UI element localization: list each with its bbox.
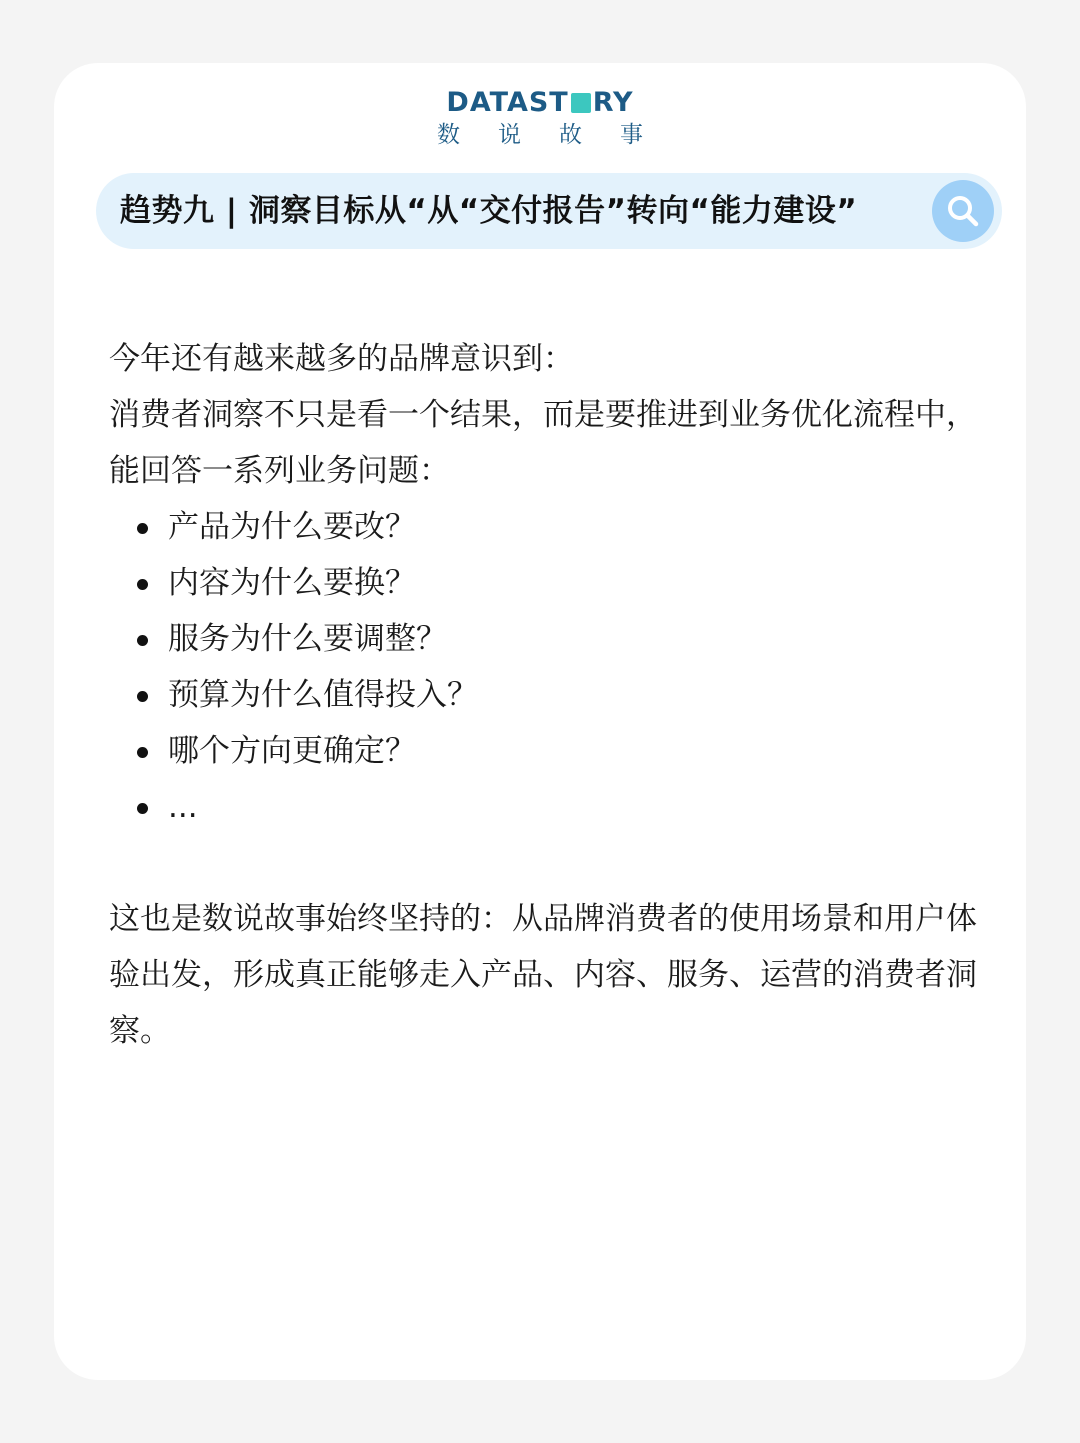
logo-cn-char: 事 bbox=[620, 122, 643, 148]
list-item bbox=[109, 779, 979, 835]
datastory-logo bbox=[54, 87, 1026, 151]
intro-line: 今年还有越来越多的品牌意识到： bbox=[109, 341, 574, 377]
paragraph-spacer bbox=[109, 835, 979, 891]
bullet-icon bbox=[137, 635, 148, 646]
list-item-text: 服务为什么要调整？ bbox=[168, 621, 447, 657]
logo-wordmark bbox=[446, 87, 633, 119]
search-bar-title: 趋势九 | 洞察目标从“从“交付报告”转向“能力建设” bbox=[120, 193, 858, 229]
list-item bbox=[109, 611, 979, 667]
list-item bbox=[109, 667, 979, 723]
bullet-icon bbox=[137, 747, 148, 758]
list-item bbox=[109, 499, 979, 555]
list-item bbox=[109, 723, 979, 779]
bullet-icon bbox=[137, 803, 148, 814]
paragraph-2: 这也是数说故事始终坚持的：从品牌消费者的使用场景和用户体验出发，形成真正能够走入产品、内容、服务、运营的消费者洞察。 bbox=[109, 901, 977, 1049]
logo-cn-char: 说 bbox=[498, 122, 521, 148]
search-button[interactable] bbox=[932, 180, 994, 242]
list-item bbox=[109, 555, 979, 611]
logo-cn-char: 数 bbox=[437, 122, 460, 148]
content-card bbox=[54, 63, 1026, 1380]
logo-cn-char: 故 bbox=[559, 122, 582, 148]
logo-text-part2: RY bbox=[592, 87, 634, 118]
list-item-text: 哪个方向更确定？ bbox=[168, 733, 416, 769]
bullet-icon bbox=[137, 579, 148, 590]
list-item-text: 内容为什么要换？ bbox=[168, 565, 416, 601]
question-list bbox=[109, 499, 979, 835]
logo-chinese bbox=[54, 119, 1026, 151]
list-item-text: ... bbox=[168, 789, 198, 825]
bullet-icon bbox=[137, 523, 148, 534]
search-icon bbox=[945, 193, 981, 229]
list-item-text: 产品为什么要改？ bbox=[168, 509, 416, 545]
logo-text-part1: DATAST bbox=[446, 87, 569, 118]
paragraph-1: 消费者洞察不只是看一个结果，而是要推进到业务优化流程中，能回答一系列业务问题： bbox=[109, 397, 977, 489]
search-bar[interactable] bbox=[96, 173, 1002, 249]
article-body bbox=[109, 331, 979, 1059]
bullet-icon bbox=[137, 691, 148, 702]
list-item-text: 预算为什么值得投入？ bbox=[168, 677, 478, 713]
logo-square-icon bbox=[571, 93, 591, 113]
